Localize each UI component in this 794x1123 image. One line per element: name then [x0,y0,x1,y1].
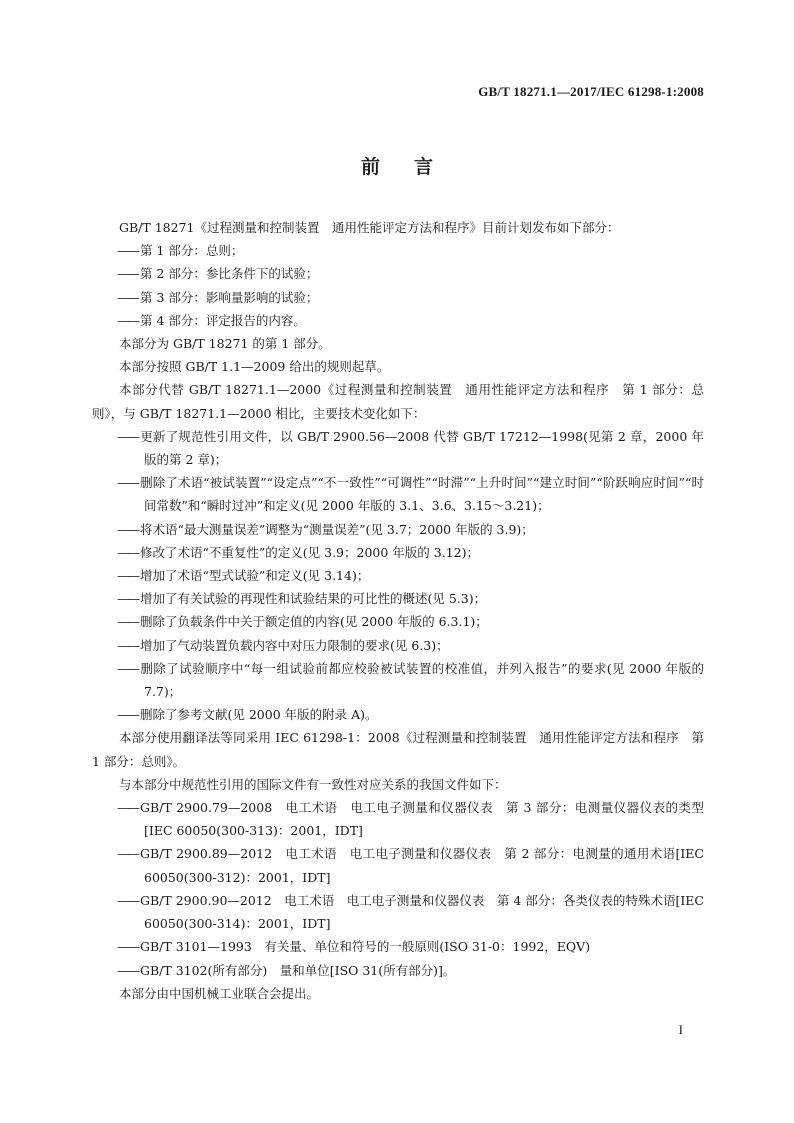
list-item: —— GB/T 3101—1993 有关量、单位和符号的一般原则(ISO 31-0：1992，EQV) [92,935,704,958]
standard-code-header: GB/T 18271.1—2017/IEC 61298-1:2008 [478,84,704,99]
list-item: —— GB/T 3102(所有部分) 量和单位[ISO 31(所有部分)]。 [92,959,704,982]
foreword-body [92,216,704,1005]
paragraph: 本部分由中国机械工业联合会提出。 [119,985,320,1001]
list-item: —— GB/T 2900.90—2012 电工术语 电工电子测量和仪器仪表 第 4 部分：各类仪表的特殊术语[IEC 60050(300-314)：2001，IDT] [92,889,704,935]
paragraph: 本部分按照 GB/T 1.1—2009 给出的规则起草。 [119,359,390,375]
list-item: —— 修改了术语“不重复性”的定义(见 3.9；2000 年版的 3.12)； [92,541,704,564]
list-item: —— GB/T 2900.89—2012 电工术语 电工电子测量和仪器仪表 第 2 部分：电测量的通用术语[IEC 60050(300-312)：2001，IDT] [92,842,704,888]
paragraph: 与本部分中规范性引用的国际文件有一致性对应关系的我国文件如下： [119,776,507,792]
list-item: —— 增加了气动装置负载内容中对压力限制的要求(见 6.3)； [92,634,704,657]
list-item: —— 第 3 部分：影响量影响的试验； [92,286,704,309]
paragraph: GB/T 18271《过程测量和控制装置 通用性能评定方法和程序》目前计划发布如下部分： [119,220,620,235]
page-title: 前言 [360,156,467,178]
list-item: —— 删除了参考文献(见 2000 年版的附录 A)。 [92,703,704,726]
paragraph: 本部分使用翻译法等同采用 IEC 61298-1：2008《过程测量和控制装置 通用性能评定方法和程序 第 1 部分：总则》。 [92,730,704,769]
list-item: —— 更新了规范性引用文件，以 GB/T 2900.56—2008 代替 GB/T 17212—1998(见第 2 章，2000 年版的第 2 章)； [92,425,704,471]
paragraph: 本部分代替 GB/T 18271.1—2000《过程测量和控制装置 通用性能评定方法和程序 第 1 部分：总则》，与 GB/T 18271.1—2000 相比，主要技术变化如下： [92,382,704,421]
paragraph: 本部分为 GB/T 18271 的第 1 部分。 [119,336,331,352]
list-item: —— GB/T 2900.79—2008 电工术语 电工电子测量和仪器仪表 第 3 部分：电测量仪器仪表的类型[IEC 60050(300-313)：2001，IDT] [92,796,704,842]
list-item: —— 将术语“最大测量误差”调整为“测量误差”(见 3.7；2000 年版的 3.9)； [92,518,704,541]
list-item: —— 第 4 部分：评定报告的内容。 [92,309,704,332]
list-item: —— 第 2 部分：参比条件下的试验； [92,262,704,285]
page-number: I [678,1022,683,1037]
list-item: —— 删除了负载条件中关于额定值的内容(见 2000 年版的 6.3.1)； [92,610,704,633]
list-item: —— 删除了试验顺序中“每一组试验前都应校验被试装置的校准值，并列入报告”的要求(见 2000 年版的 7.7)； [92,657,704,703]
list-item: —— 第 1 部分：总则； [92,239,704,262]
list-item: —— 删除了术语“被试装置”“设定点”“不一致性”“可调性”“时滞”“上升时间”“建立时间”“阶跃响应时间”“时间常数”和“瞬时过冲”和定义(见 2000 年版的 3.1、3.6、3.15～3.21)； [92,471,704,517]
list-item: —— 增加了有关试验的再现性和试验结果的可比性的概述(见 5.3)； [92,587,704,610]
list-item: —— 增加了术语“型式试验”和定义(见 3.14)； [92,564,704,587]
